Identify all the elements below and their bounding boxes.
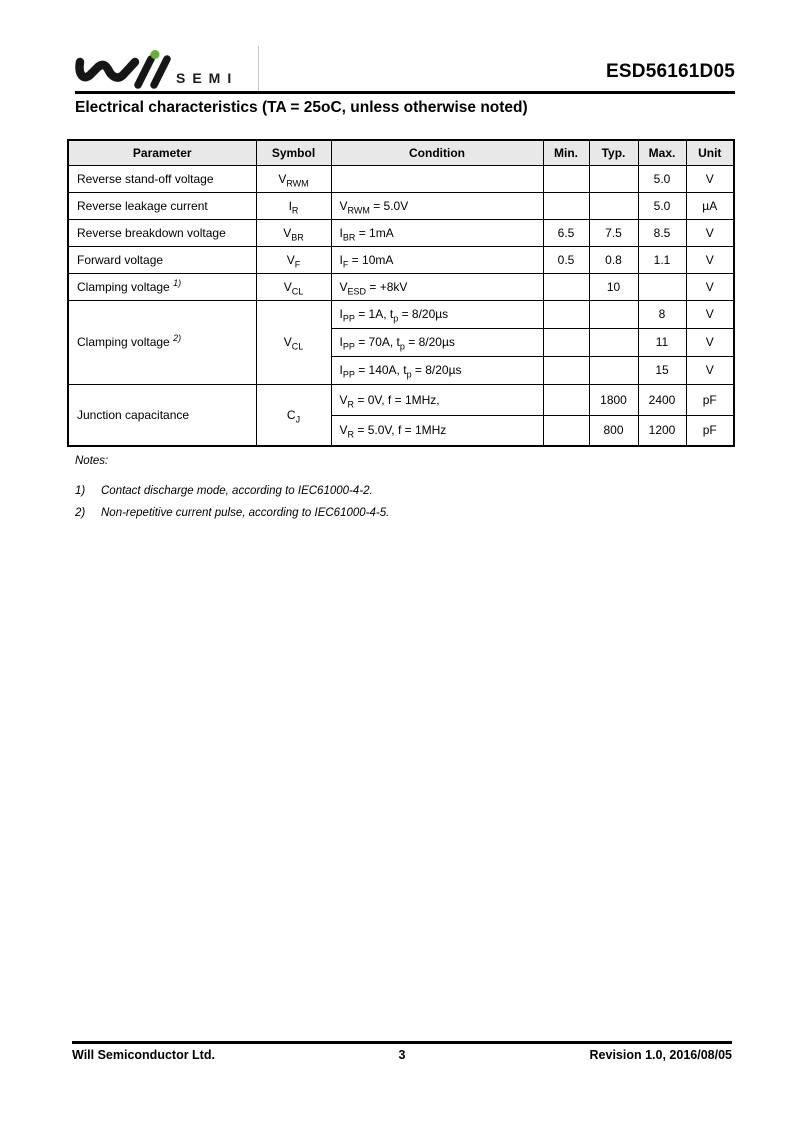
table-row <box>68 165 734 192</box>
max-cell: 1.1 <box>638 246 686 273</box>
logo-green-dot <box>151 50 160 59</box>
parameter-cell: Junction capacitance <box>68 384 256 446</box>
condition-cell: $I_{BR} = 1mA$ <box>331 219 543 246</box>
note-text: Non-repetitive current pulse, according to IEC61000-4-5. <box>101 507 390 519</box>
unit-cell: µA <box>686 192 734 219</box>
typ-cell: 7.5 <box>589 219 638 246</box>
max-cell: 8.5 <box>638 219 686 246</box>
min-cell <box>543 384 589 415</box>
table-row <box>68 273 734 300</box>
logo-semi-label: SEMI <box>176 70 239 86</box>
logo-slash-1 <box>138 59 151 85</box>
note-number: 2) <box>75 507 86 519</box>
condition-cell: $I_{PP} = 70A$, $t_p = 8/20\mu s$ <box>331 328 543 356</box>
max-cell: 1200 <box>638 415 686 446</box>
min-cell <box>543 300 589 328</box>
symbol-cell: $V_{BR}$ <box>256 219 331 246</box>
min-cell <box>543 165 589 192</box>
parameter-cell: Clamping voltage $^{1)}$ <box>68 273 256 300</box>
page-footer <box>72 1048 732 1062</box>
note-item <box>75 507 389 519</box>
typ-cell: 1800 <box>589 384 638 415</box>
parameter-cell: Clamping voltage $^{2)}$ <box>68 300 256 384</box>
condition-cell: $I_{PP} = 1A$, $t_p = 8/20\mu s$ <box>331 300 543 328</box>
min-cell <box>543 356 589 384</box>
typ-cell <box>589 356 638 384</box>
symbol-cell: $V_F$ <box>256 246 331 273</box>
max-cell: 8 <box>638 300 686 328</box>
parameter-cell: Reverse breakdown voltage <box>68 219 256 246</box>
symbol-cell: $V_{RWM}$ <box>256 165 331 192</box>
unit-cell: V <box>686 300 734 328</box>
min-cell: 0.5 <box>543 246 589 273</box>
footer-company: Will Semiconductor Ltd. <box>72 1048 215 1062</box>
unit-cell: V <box>686 165 734 192</box>
electrical-characteristics-table <box>67 139 735 447</box>
condition-cell: $V_R = 5.0V$, f = 1MHz <box>331 415 543 446</box>
min-cell <box>543 415 589 446</box>
notes-label: Notes: <box>75 455 109 467</box>
condition-cell: $I_{PP} = 140A$, $t_p = 8/20\mu s$ <box>331 356 543 384</box>
unit-cell: V <box>686 356 734 384</box>
footer-page-number: 3 <box>398 1048 406 1062</box>
parameter-cell: Reverse leakage current <box>68 192 256 219</box>
symbol-cell: $V_{CL}$ <box>256 273 331 300</box>
table-row <box>68 192 734 219</box>
table-row <box>68 246 734 273</box>
condition-cell <box>331 165 543 192</box>
condition-cell: $I_F = 10mA$ <box>331 246 543 273</box>
min-cell: 6.5 <box>543 219 589 246</box>
table-row <box>68 384 734 415</box>
max-cell: 5.0 <box>638 192 686 219</box>
unit-cell: pF <box>686 384 734 415</box>
condition-cell: $V_R = 0V$, f = 1MHz, <box>331 384 543 415</box>
footer-rule <box>72 1041 732 1044</box>
max-cell <box>638 273 686 300</box>
max-cell: 5.0 <box>638 165 686 192</box>
unit-cell: V <box>686 246 734 273</box>
max-cell: 11 <box>638 328 686 356</box>
col-header-typ: Typ. <box>589 140 638 165</box>
logo-slash-2 <box>154 59 167 85</box>
typ-cell: 0.8 <box>589 246 638 273</box>
col-header-condition: Condition <box>331 140 543 165</box>
note-item <box>75 485 389 497</box>
min-cell <box>543 192 589 219</box>
col-header-symbol: Symbol <box>256 140 331 165</box>
footer-revision: Revision 1.0, 2016/08/05 <box>589 1048 732 1062</box>
logo-wave-shape <box>80 62 135 78</box>
typ-cell <box>589 328 638 356</box>
will-semi-logo-icon <box>75 50 173 90</box>
condition-cell: $V_{RWM} = 5.0V$ <box>331 192 543 219</box>
symbol-cell: $C_J$ <box>256 384 331 446</box>
part-number: ESD56161D05 <box>606 61 735 82</box>
min-cell <box>543 328 589 356</box>
max-cell: 2400 <box>638 384 686 415</box>
col-header-min: Min. <box>543 140 589 165</box>
typ-cell <box>589 300 638 328</box>
parameter-cell: Reverse stand-off voltage <box>68 165 256 192</box>
min-cell <box>543 273 589 300</box>
header-rule <box>75 91 735 94</box>
col-header-unit: Unit <box>686 140 734 165</box>
notes-section <box>75 455 389 529</box>
table-header-row <box>68 140 734 165</box>
unit-cell: V <box>686 219 734 246</box>
max-cell: 15 <box>638 356 686 384</box>
unit-cell: V <box>686 273 734 300</box>
typ-cell: 800 <box>589 415 638 446</box>
table-row <box>68 219 734 246</box>
typ-cell <box>589 165 638 192</box>
parameter-cell: Forward voltage <box>68 246 256 273</box>
note-number: 1) <box>75 485 86 497</box>
symbol-cell: $I_R$ <box>256 192 331 219</box>
typ-cell: 10 <box>589 273 638 300</box>
logo-divider <box>258 46 259 91</box>
symbol-cell: $V_{CL}$ <box>256 300 331 384</box>
table-row <box>68 300 734 328</box>
condition-cell: $V_{ESD} = +8kV$ <box>331 273 543 300</box>
unit-cell: pF <box>686 415 734 446</box>
typ-cell <box>589 192 638 219</box>
note-text: Contact discharge mode, according to IEC61000-4-2. <box>101 485 373 497</box>
page-title: Electrical characteristics (TA = 25oC, unless otherwise noted) <box>75 99 528 116</box>
col-header-max: Max. <box>638 140 686 165</box>
col-header-parameter: Parameter <box>68 140 256 165</box>
unit-cell: V <box>686 328 734 356</box>
